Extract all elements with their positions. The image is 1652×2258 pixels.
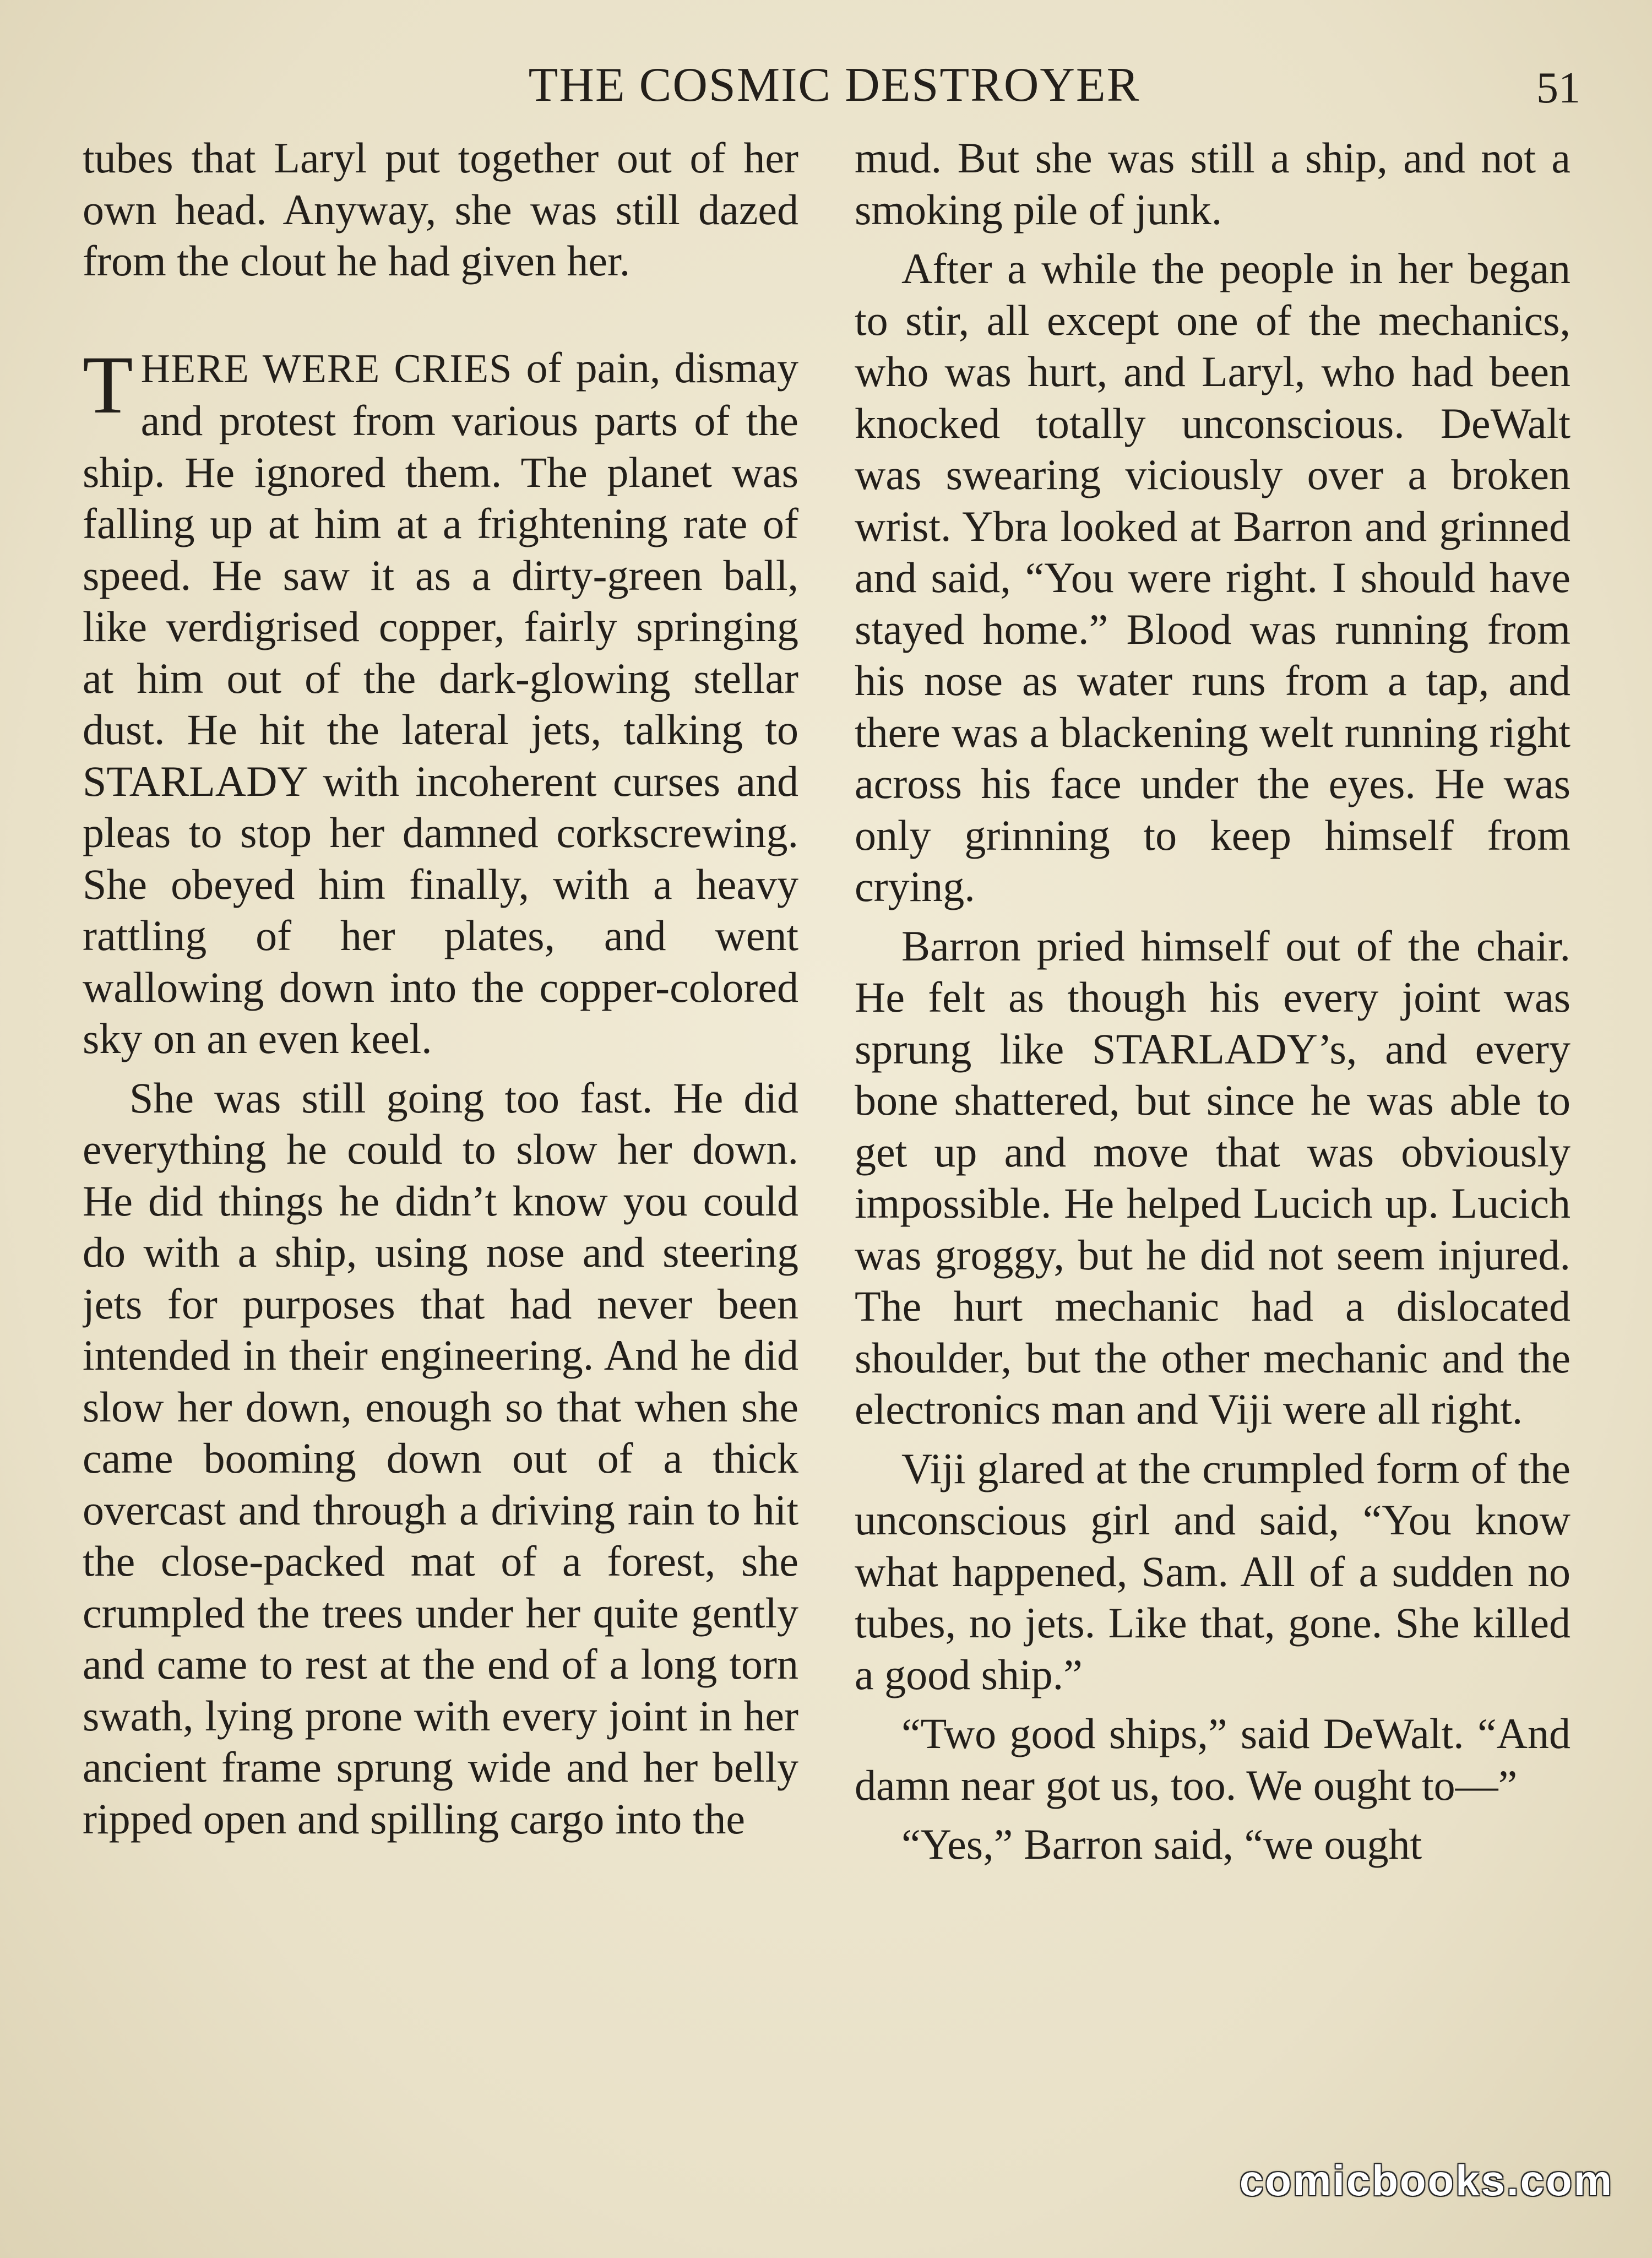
drop-cap: T	[83, 339, 133, 431]
paragraph: mud. But she was still a ship, and not a smoking pile of junk.	[855, 134, 1571, 234]
paragraph: She was still going too fast. He did everything he could to slow her down. He did things he didn’t know you could do with a ship, using nose and steering jets for purposes that had never been intended in their engineering. And he did slow her down, enough so that when she came booming down out of a thick overcast and through a driving rain to hit the close-packed mat of a forest, she crumpled the trees under her quite gently and came to rest at the end of a long torn swath, lying prone with every joint in her ancient frame sprung wide and her belly ripped open and spilling cargo into the	[83, 1073, 798, 1843]
site-watermark: comicbooks.com	[1239, 2156, 1613, 2205]
page-header	[83, 52, 1586, 118]
paragraph: Barron pried himself out of the chair. He felt as though his every joint was sprung like STARLADY’s, and every bone shattered, but since he was able to get up and move that was obviously impossible. He helped Lucich up. Lucich was groggy, but he did not seem injured. The hurt mechanic had a dislocated shoulder, but the other mechanic and the electronics man and Viji were all right.	[855, 921, 1571, 1433]
chapter-opening-paragraph	[83, 339, 798, 1065]
paragraph: tubes that Laryl put together out of her own head. Anyway, she was still dazed from the clout he had given her.	[83, 134, 798, 285]
running-title: THE COSMIC DESTROYER	[528, 58, 1140, 112]
paragraph: “Two good ships,” said DeWalt. “And damn near got us, too. We ought to—”	[855, 1709, 1571, 1809]
paragraph: After a while the people in her began to stir, all except one of the mechanics, who was hurt, and Laryl, who had been knocked totally unconscious. DeWalt was swearing viciously over a broken wrist. Ybra looked at Barron and grinned and said, “You were right. I should have stayed home.” Blood was running from his nose as water runs from a tap, and there was a blackening welt running right across his face under the eyes. He was only grinning to keep himself from crying.	[855, 245, 1571, 910]
left-column	[83, 132, 798, 2159]
lead-in-smallcaps: HERE WERE CRIES	[140, 346, 513, 392]
right-column	[855, 132, 1571, 2159]
page-number: 51	[1536, 64, 1580, 112]
paragraph: “Yes,” Barron said, “we ought	[901, 1820, 1422, 1868]
paragraph-text: of pain, dismay and protest from various parts of the ship. He ignored them. The planet was falling up at him at a frightening rate of speed. He saw it as a dirty-green ball, like verdigrised copper, fairly springing at him out of the dark-glowing stellar dust. He hit the lateral jets, talking to STARLADY with incoherent curses and pleas to stop her damned corkscrewing. She obeyed him finally, with a heavy rattling of her plates, and went wallowing down into the copper-colored sky on an even keel.	[83, 343, 798, 1062]
paragraph: Viji glared at the crumpled form of the unconscious girl and said, “You know what happened, Sam. All of a sudden no tubes, no jets. Like that, gone. She killed a good ship.”	[855, 1444, 1571, 1698]
